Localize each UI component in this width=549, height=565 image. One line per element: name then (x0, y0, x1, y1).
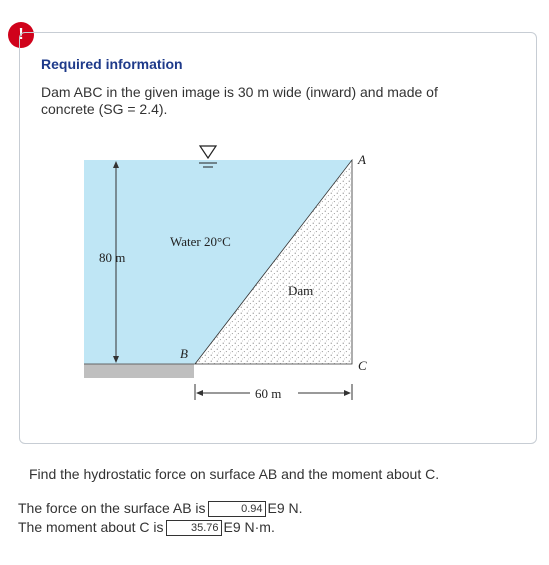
water-label: Water 20°C (170, 234, 231, 249)
card-title: Required information (41, 56, 183, 72)
moment-answer-line (18, 519, 275, 536)
force-prefix: The force on the surface AB is (18, 500, 206, 516)
card-text: Dam ABC in the given image is 30 m wide (inward) and made of concrete (SG = 2.4). (41, 84, 438, 117)
ground (84, 364, 194, 378)
force-answer-field[interactable]: 0.94 (208, 501, 266, 517)
dam-label: Dam (288, 283, 314, 298)
moment-answer-field[interactable]: 35.76 (166, 520, 222, 536)
label-b: B (180, 346, 188, 361)
label-c: C (358, 358, 367, 373)
base-label: 60 m (255, 386, 282, 401)
force-suffix: E9 N. (267, 500, 303, 516)
force-answer-line (18, 500, 303, 517)
question-text: Find the hydrostatic force on surface AB and the moment about C. (29, 466, 440, 482)
alert-icon: ! (8, 22, 34, 48)
height-label: 80 m (99, 250, 126, 265)
moment-prefix: The moment about C is (18, 519, 164, 535)
label-a: A (358, 152, 366, 167)
moment-suffix: E9 N·m. (223, 519, 275, 535)
